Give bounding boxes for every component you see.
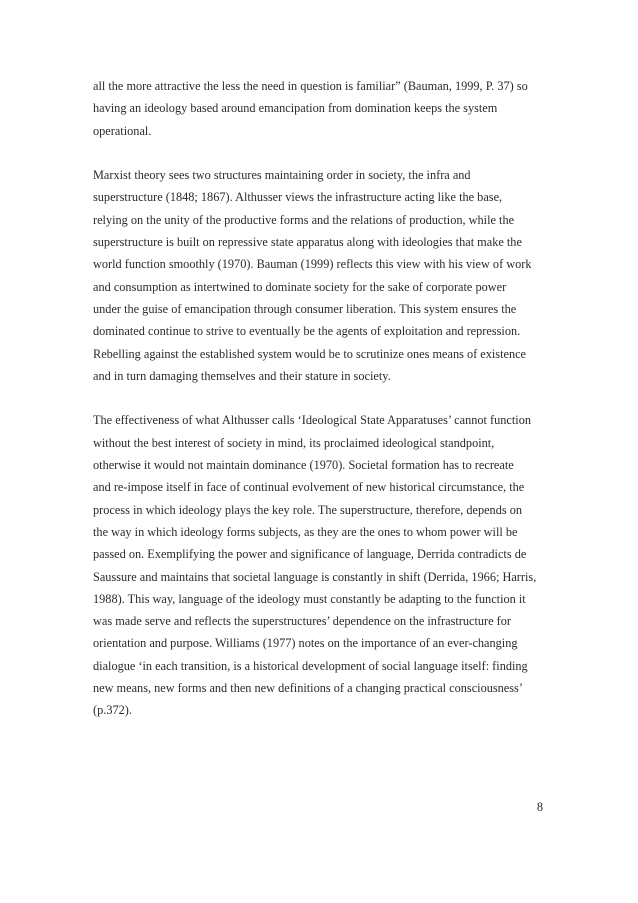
paragraph-1: all the more attractive the less the need in question is familiar” (Bauman, 1999, P. 37) so having an ideology based around emancipation from domination keeps the system operational. — [93, 79, 528, 138]
paragraph-2: Marxist theory sees two structures maintaining order in society, the infra and superstructure (1848; 1867). Althusser views the infrastructure acting like the base, relying on the unity of the productive forms and the relations of production, while the superstructure is built on repressive state apparatus along with ideologies that make the world function smoothly (1970). Bauman (1999) reflects this view with his view of work and consumption as intertwined to dominate society for the sake of corporate power under the guise of emancipation through consumer liberation. This system ensures the dominated continue to strive to eventually be the agents of exploitation and repression. Rebelling against the established system would be to scrutinize ones means of existence and in turn damaging themselves and their stature in society. — [93, 168, 532, 383]
page-number: 8 — [536, 800, 543, 814]
body-text — [93, 75, 548, 744]
paragraph-3: The effectiveness of what Althusser calls ‘Ideological State Apparatuses’ cannot function without the best interest of society in mind, its proclaimed ideological standpoint, otherwise it would not maintain dominance (1970). Societal formation has to recreate and re-impose itself in face of continual evolvement of new historical circumstance, the process in which ideology plays the key role. The superstructure, therefore, depends on the way in which ideology forms subjects, as they are the ones to whom power will be passed on. Exemplifying the power and significance of language, Derrida contradicts de Saussure and maintains that societal language is constantly in shift (Derrida, 1966; Harris, 1988). This way, language of the ideology must constantly be adapting to the function it was made serve and reflects the superstructures’ dependence on the infrastructure for orientation and purpose. Williams (1977) notes on the importance of an ever-changing dialogue ‘in each transition, is a historical development of social language itself: finding new means, new forms and then new definitions of a changing practical consciousness’ (p.372). — [93, 413, 537, 718]
